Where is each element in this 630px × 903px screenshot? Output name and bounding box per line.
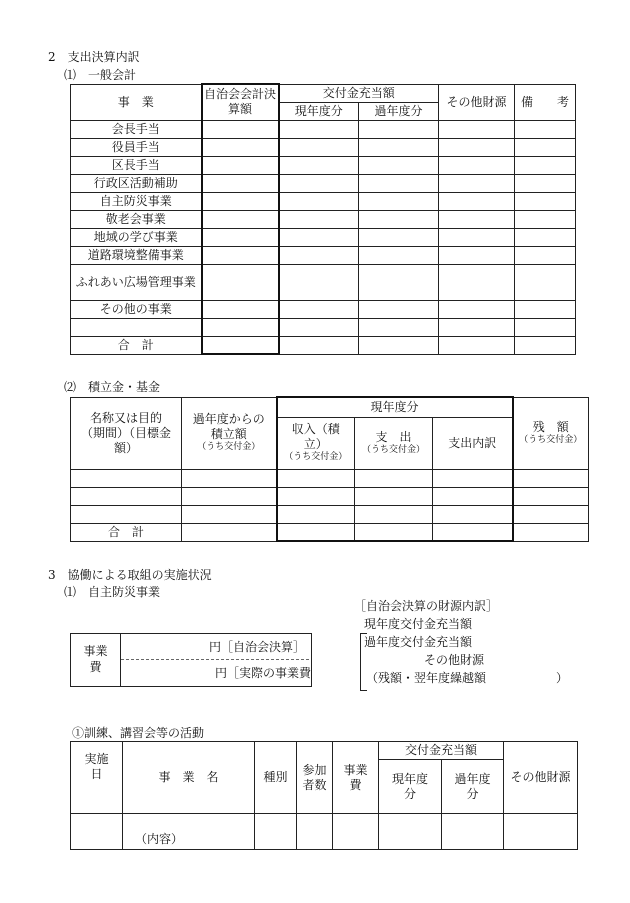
header-income: 収入（積立） — [291, 422, 340, 452]
header-grant: 交付金充当額 — [279, 84, 439, 102]
funding-breakdown — [354, 597, 604, 687]
header-income-sub: （うち交付金） — [284, 452, 348, 463]
header-balance-cell — [513, 397, 589, 469]
cost-actual-line: 円［実際の事業費 — [214, 666, 311, 680]
header-note: 備 考 — [515, 84, 576, 120]
total-label: 合 計 — [71, 336, 202, 354]
header-current-year: 現年度分 — [379, 760, 442, 814]
fund-table — [70, 396, 589, 542]
header-current-year: 現年度分 — [279, 102, 359, 120]
cost-label: 事業費 — [71, 634, 121, 686]
row-label: 敬老会事業 — [71, 210, 202, 228]
cost-self-gov-line: 円［自治会決算］ — [121, 634, 309, 660]
breakdown-carryover: （残額・翌年度繰越額 — [366, 671, 487, 685]
general-account-heading: ⑴ 一般会計 — [64, 68, 137, 82]
breakdown-bracket — [360, 633, 367, 691]
header-past-year: 過年度分 — [442, 760, 504, 814]
header-current-year: 現年度分 — [277, 397, 513, 417]
header-self-gov-amount: 自治会会計決算額 — [202, 84, 279, 120]
header-other-source: その他財源 — [504, 742, 578, 814]
header-project-name: 事 業 名 — [123, 742, 255, 814]
breakdown-current-grant: 現年度交付金充当額 — [364, 617, 473, 631]
activities-grant-top-line — [378, 759, 504, 760]
disaster-prevention-heading: ⑴ 自主防災事業 — [64, 585, 161, 599]
activities-top-line — [70, 741, 577, 742]
header-participants: 参加者数 — [297, 742, 333, 814]
section-3-heading: 3 協働による取組の実施状況 — [48, 568, 212, 582]
row-label: 区長手当 — [71, 156, 202, 174]
header-past-year: 過年度分 — [359, 102, 439, 120]
header-grant: 交付金充当額 — [379, 742, 504, 760]
cost-box — [70, 633, 312, 687]
row-label: 道路環境整備事業 — [71, 246, 202, 264]
header-date: 実施日 — [71, 742, 123, 814]
header-expense: 支 出 — [375, 429, 412, 444]
fund-heading: ⑵ 積立金・基金 — [64, 380, 161, 394]
header-past-accumulation-cell — [182, 397, 277, 469]
breakdown-title: ［自治会決算の財源内訳］ — [354, 599, 499, 613]
total-label: 合 計 — [71, 523, 182, 541]
breakdown-close-paren: ） — [556, 671, 569, 685]
header-other-source: その他財源 — [439, 84, 515, 120]
header-expense-cell — [355, 417, 433, 469]
content-label: （内容） — [123, 814, 255, 850]
row-label: ふれあい広場管理事業 — [71, 264, 202, 300]
header-past-accumulation: 過年度からの積立額 — [192, 412, 265, 442]
breakdown-other-source: その他財源 — [424, 653, 485, 667]
header-name-purpose: 名称又は目的（期間）（目標金額） — [71, 397, 182, 469]
header-balance-sub: （うち交付金） — [519, 434, 583, 445]
general-account-table — [70, 83, 576, 355]
header-expense-sub: （うち交付金） — [361, 444, 425, 455]
activities-heading: ①訓練、講習会等の活動 — [72, 726, 205, 740]
row-label: 会長手当 — [71, 120, 202, 138]
header-income-cell — [277, 417, 355, 469]
row-label: その他の事業 — [71, 300, 202, 318]
header-item: 事 業 — [71, 84, 202, 120]
header-type: 種別 — [255, 742, 297, 814]
breakdown-past-grant: 過年度交付金充当額 — [364, 635, 473, 649]
header-cost: 事業費 — [333, 742, 379, 814]
row-label: 役員手当 — [71, 138, 202, 156]
header-expense-detail: 支出内訳 — [433, 417, 513, 469]
row-label — [71, 318, 202, 336]
row-label: 行政区活動補助 — [71, 174, 202, 192]
breakdown-carryover-row — [354, 669, 604, 687]
section-2-heading: 2 支出決算内訳 — [48, 50, 140, 64]
row-label: 自主防災事業 — [71, 192, 202, 210]
row-label: 地域の学び事業 — [71, 228, 202, 246]
activities-table — [70, 741, 578, 850]
header-past-sub: （うち交付金） — [197, 442, 261, 453]
header-balance: 残 額 — [532, 419, 569, 434]
